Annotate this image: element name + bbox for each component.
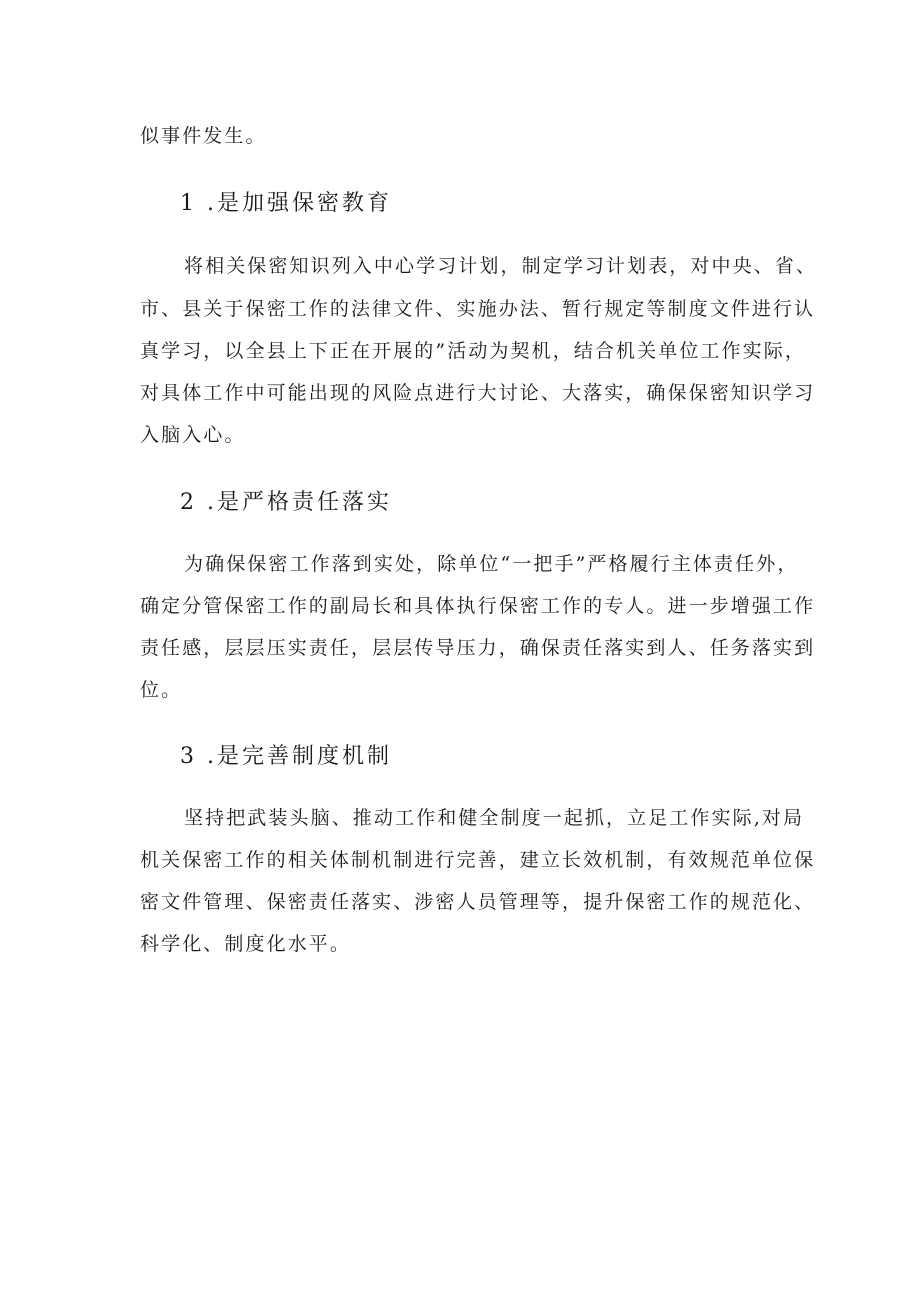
section-2-line-1: 为确保保密工作落到实处，除单位“一把手”严格履行主体责任外， <box>184 553 799 575</box>
section-3-line-1: 坚持把武装头脑、推动工作和健全制度一起抓，立足工作实际,对局 <box>184 807 805 829</box>
section-3-line-3: 密文件管理、保密责任落实、涉密人员管理等，提升保密工作的规范化、 <box>140 891 816 913</box>
intro-paragraph-tail: 似事件发生。 <box>140 125 267 147</box>
section-3-heading: 3 .是完善制度机制 <box>180 744 392 769</box>
section-2-line-3: 责任感，层层压实责任，层层传导压力，确保责任落实到人、任务落实到 <box>140 637 816 659</box>
section-2-line-2: 确定分管保密工作的副局长和具体执行保密工作的专人。进一步增强工作 <box>140 595 816 617</box>
section-1-line-2: 市、县关于保密工作的法律文件、实施办法、暂行规定等制度文件进行认 <box>140 298 816 320</box>
section-3-line-4: 科学化、制度化水平。 <box>140 933 352 955</box>
section-2-heading: 2 .是严格责任落实 <box>180 490 392 515</box>
section-1-line-3: 真学习，以全县上下正在开展的”活动为契机，结合机关单位工作实际， <box>140 340 806 362</box>
section-1-heading: 1 .是加强保密教育 <box>180 191 392 216</box>
section-1-line-4: 对具体工作中可能出现的风险点进行大讨论、大落实，确保保密知识学习 <box>140 382 816 404</box>
section-1-line-1: 将相关保密知识列入中心学习计划，制定学习计划表，对中央、省、 <box>184 255 818 277</box>
section-2-line-4: 位。 <box>140 679 183 701</box>
section-3-line-2: 机关保密工作的相关体制机制进行完善，建立长效机制，有效规范单位保 <box>140 849 816 871</box>
section-1-line-5: 入脑入心。 <box>140 424 246 446</box>
